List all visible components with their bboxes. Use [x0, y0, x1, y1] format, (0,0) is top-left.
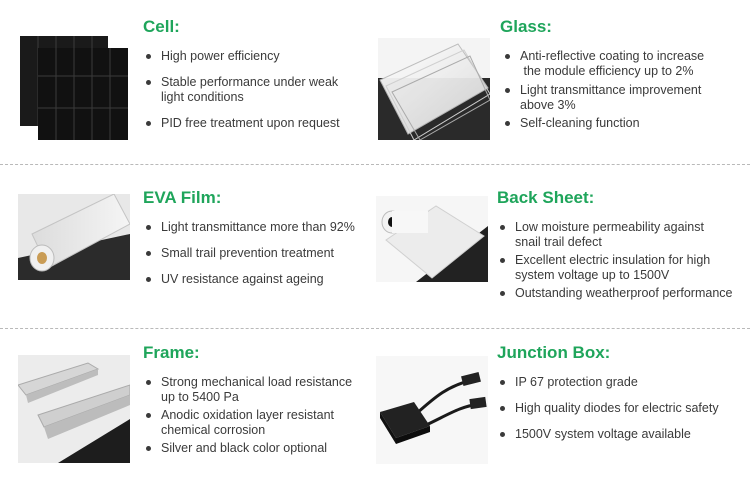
back-sheet-features: [500, 220, 733, 312]
list-item: [146, 408, 352, 438]
list-item: [505, 83, 704, 113]
list-item-text: Strong mechanical load resistance up to 5400 Pa: [161, 375, 353, 404]
section-title-cell: Cell:: [143, 17, 180, 36]
list-item-text: Light transmittance improvement above 3%: [520, 83, 702, 112]
eva-film-roll-icon: [18, 194, 130, 280]
section-divider-2: [0, 328, 750, 329]
list-item: Silver and black color optional: [146, 441, 352, 456]
list-item-text: Low moisture permeability against snail trail defect: [515, 220, 704, 249]
list-item: IP 67 protection grade: [500, 375, 719, 390]
frame-features: [146, 375, 352, 467]
list-item: [500, 253, 733, 283]
section-title-back-sheet: Back Sheet:: [497, 188, 595, 207]
junction-box-features: [500, 375, 719, 453]
glass-sheet-icon: [378, 38, 490, 140]
list-item: Outstanding weatherproof performance: [500, 286, 733, 301]
list-item-text: Excellent electric insulation for high system voltage up to 1500V: [515, 253, 711, 282]
list-item: [146, 75, 340, 105]
section-title-eva-film: EVA Film:: [143, 188, 222, 207]
list-item: 1500V system voltage available: [500, 427, 719, 442]
list-item: Small trail prevention treatment: [146, 246, 355, 261]
list-item: Self-cleaning function: [505, 116, 704, 131]
list-item: High quality diodes for electric safety: [500, 401, 719, 416]
section-title-frame: Frame:: [143, 343, 200, 362]
list-item: High power efficiency: [146, 49, 340, 64]
eva-film-features: [146, 220, 355, 298]
list-item: UV resistance against ageing: [146, 272, 355, 287]
glass-features: [505, 49, 704, 142]
list-item-text: Anti-reflective coating to increase the module efficiency up to 2%: [520, 49, 705, 78]
list-item-text: Anodic oxidation layer resistant chemical corrosion: [161, 408, 335, 437]
section-title-glass: Glass:: [500, 17, 552, 36]
solar-cell-icon: [18, 36, 130, 140]
cell-features: [146, 49, 340, 142]
list-item: [505, 49, 704, 79]
section-title-junction-box: Junction Box:: [497, 343, 611, 362]
junction-box-icon: [376, 356, 488, 464]
aluminum-frame-icon: [18, 355, 130, 463]
back-sheet-roll-icon: [376, 196, 488, 282]
list-item: [146, 375, 352, 405]
list-item-text: Stable performance under weak light conditions: [161, 75, 339, 104]
list-item: Light transmittance more than 92%: [146, 220, 355, 235]
list-item: [500, 220, 733, 250]
section-divider-1: [0, 164, 750, 165]
list-item: PID free treatment upon request: [146, 116, 340, 131]
